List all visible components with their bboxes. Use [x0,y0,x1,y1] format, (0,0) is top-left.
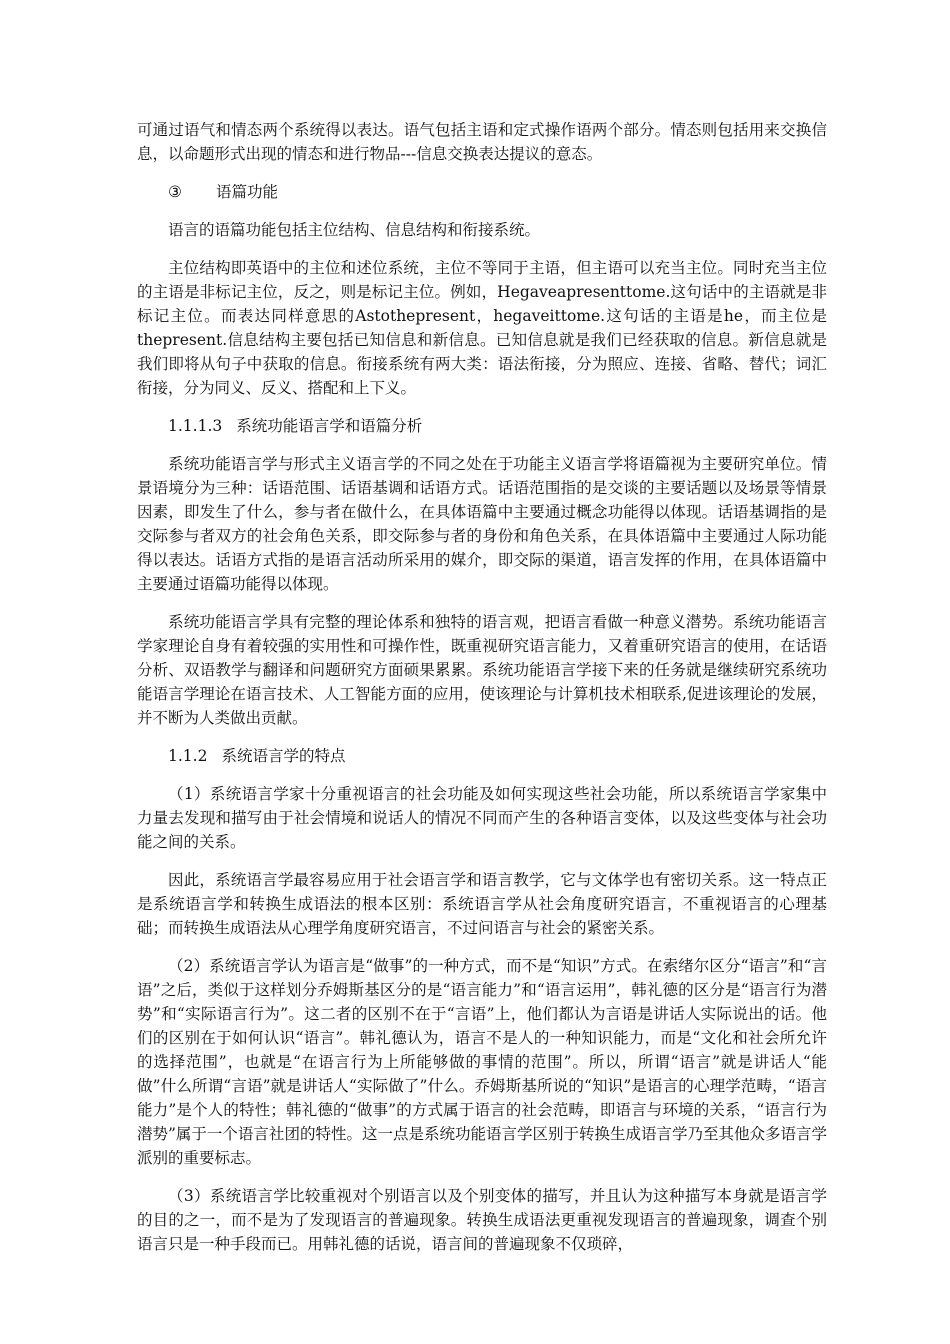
heading-title: 系统语言学的特点 [221,747,346,765]
paragraph-feature-1: （1）系统语言学家十分重视语言的社会功能及如何实现这些社会功能，所以系统语言学家集中力量去发现和描写由于社会情境和说话人的情况不同而产生的各种语言变体，以及这些变体与社会功能之间的关系。 [137,785,827,851]
section-number: 1.1.2 [168,747,208,765]
document-page [137,118,827,1270]
section-heading-1-1-1-3 [137,414,827,438]
section-heading-textual-function [137,180,827,204]
heading-title: 语篇功能 [216,183,279,201]
paragraph-discourse-analysis: 系统功能语言学与形式主义语言学的不同之处在于功能主义语言学将语篇视为主要研究单位。情景语境分为三种：话语范围、话语基调和话语方式。话语范围指的是交谈的主要话题以及场景等情景因素，即发生了什么，参与者在做什么，在具体语篇中主要通过概念功能得以体现。话语基调指的是交际参与者双方的社会角色关系，即交际参与者的身份和角色关系，在具体语篇中主要通过人际功能得以表达。话语方式指的是语言活动所采用的媒介，即交际的渠道，语言发挥的作用，在具体语篇中主要通过语篇功能得以体现。 [137,455,827,593]
paragraph-feature-1-continued: 因此，系统语言学最容易应用于社会语言学和语言教学，它与文体学也有密切关系。这一特点正是系统语言学和转换生成语法的根本区别：系统语言学从社会角度研究语言，不重视语言的心理基础；而转换生成语法从心理学角度研究语言，不过问语言与社会的紧密关系。 [137,871,827,937]
circled-number-marker: ③ [168,183,182,201]
section-number: 1.1.1.3 [168,417,223,435]
paragraph-mood-modality: 可通过语气和情态两个系统得以表达。语气包括主语和定式操作语两个部分。情态则包括用来交换信息，以命题形式出现的情态和进行物品---信息交换表达提议的意态。 [137,121,827,163]
paragraph-textual-overview: 语言的语篇功能包括主位结构、信息结构和衔接系统。 [168,221,541,239]
section-heading-1-1-2 [137,744,827,768]
heading-title: 系统功能语言学和语篇分析 [236,417,423,435]
paragraph-theme-structure: 主位结构即英语中的主位和述位系统，主位不等同于主语，但主语可以充当主位。同时充当主位的主语是非标记主位，反之，则是标记主位。例如，Hegaveapresenttome.这句话中的主语就是非标记主位。而表达同样意思的Astothepresent，hegaveittome.这句话的主语是he，而主位是thepresent.信息结构主要包括已知信息和新信息。已知信息就是我们已经获取的信息。新信息就是我们即将从句子中获取的信息。衔接系统有两大类：语法衔接，分为照应、连接、省略、替代；词汇衔接，分为同义、反义、搭配和上下义。 [137,259,827,397]
paragraph-feature-3: （3）系统语言学比较重视对个别语言以及个别变体的描写，并且认为这种描写本身就是语言学的目的之一，而不是为了发现语言的普遍现象。转换生成语法更重视发现语言的普遍现象，调查个别语言只是一种手段而已。用韩礼德的话说，语言间的普遍现象不仅琐碎， [137,1187,827,1253]
paragraph-meaning-potential: 系统功能语言学具有完整的理论体系和独特的语言观，把语言看做一种意义潜势。系统功能语言学家理论自身有着较强的实用性和可操作性，既重视研究语言能力，又着重研究语言的使用，在话语分析、双语教学与翻译和问题研究方面硕果累累。系统功能语言学接下来的任务就是继续研究系统功能语言学理论在语言技术、人工智能方面的应用，使该理论与计算机技术相联系,促进该理论的发展，并不断为人类做出贡献。 [137,613,827,727]
paragraph-feature-2: （2）系统语言学认为语言是“做事”的一种方式，而不是“知识”方式。在索绪尔区分“语言”和“言语”之后，类似于这样划分乔姆斯基区分的是“语言能力”和“语言运用”，韩礼德的区分是“语言行为潜势”和“实际语言行为”。这二者的区别不在于“言语”上，他们都认为言语是讲话人实际说出的话。他们的区别在于如何认识“语言”。韩礼德认为，语言不是人的一种知识能力，而是“文化和社会所允许的选择范围”，也就是“在语言行为上所能够做的事情的范围”。所以，所谓“语言”就是讲话人“能做”什么所谓“言语”就是讲话人“实际做了”什么。乔姆斯基所说的“知识”是语言的心理学范畴，“语言能力”是个人的特性；韩礼德的“做事”的方式属于语言的社会范畴，即语言与环境的关系，“语言行为潜势”属于一个语言社团的特性。这一点是系统功能语言学区别于转换生成语言学乃至其他众多语言学派别的重要标志。 [137,957,827,1167]
